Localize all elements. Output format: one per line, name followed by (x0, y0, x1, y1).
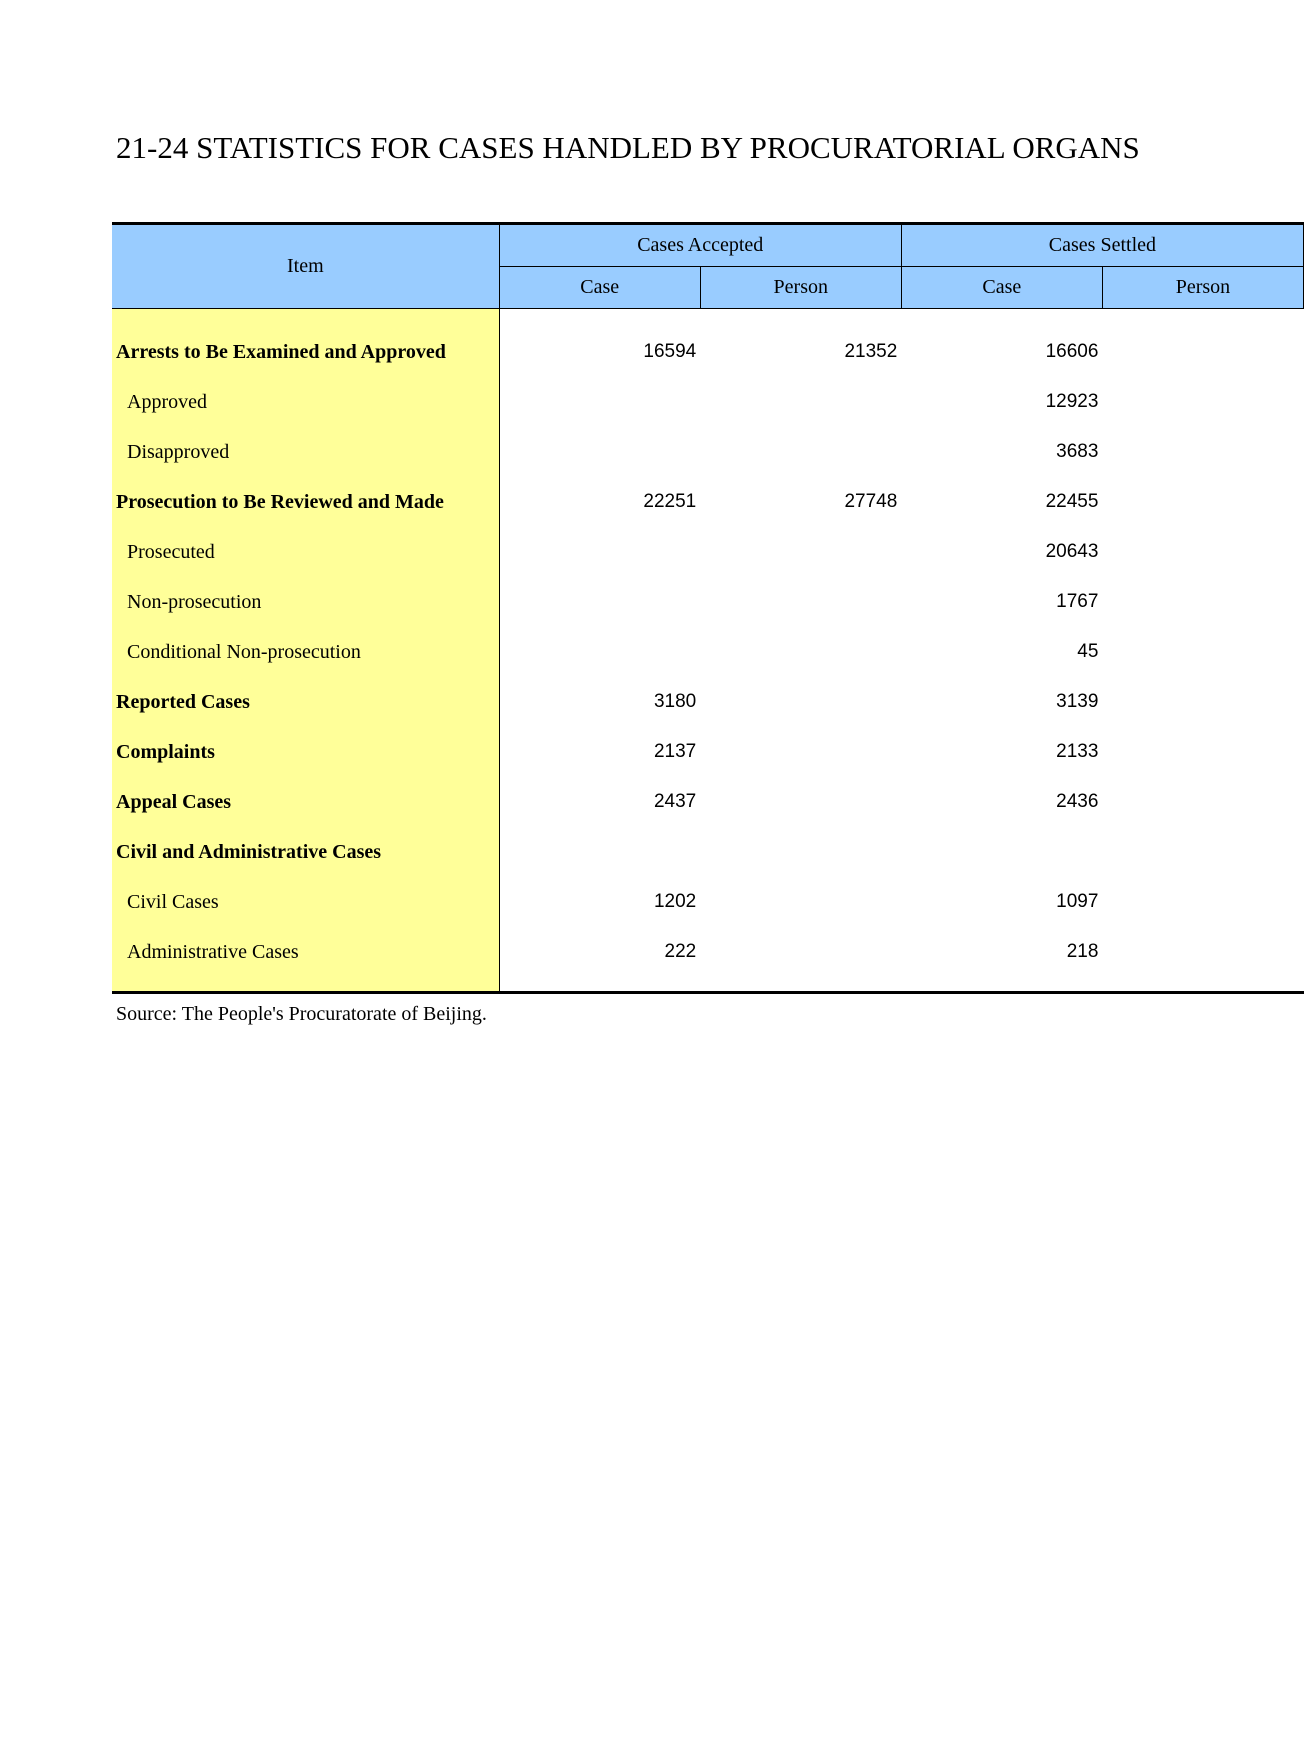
row-value: 22455 (1045, 491, 1099, 512)
settled-case-header: Case (901, 267, 1102, 309)
table-row (112, 427, 1304, 477)
row-value: 218 (1066, 941, 1099, 962)
row-value: 3683 (1056, 441, 1099, 462)
row-value (700, 677, 901, 727)
row-label: Disapproved (112, 427, 499, 477)
rule-cell (112, 993, 499, 995)
row-value (901, 827, 1102, 877)
row-label: Approved (112, 377, 499, 427)
table-row (112, 777, 1304, 827)
row-value (1102, 577, 1303, 627)
accepted-case-header: Case (499, 267, 700, 309)
table-row (112, 627, 1304, 677)
table-spacer-row (112, 309, 1304, 328)
row-value (700, 427, 901, 477)
table-row (112, 377, 1304, 427)
rule-cell (1102, 993, 1303, 995)
row-value: 1202 (653, 891, 697, 912)
table-row (112, 927, 1304, 977)
table-row (112, 577, 1304, 627)
table-end-spacer (112, 977, 1304, 993)
row-label: Conditional Non-prosecution (112, 627, 499, 677)
row-value: 21352 (844, 341, 898, 362)
row-value: 1097 (1056, 891, 1099, 912)
row-value (1102, 927, 1303, 977)
row-label: Civil and Administrative Cases (112, 827, 499, 877)
spacer-cell (700, 309, 901, 328)
spacer-cell (112, 309, 499, 328)
row-value: 12923 (1045, 391, 1099, 412)
row-value (1102, 427, 1303, 477)
row-value: 16594 (643, 341, 697, 362)
row-value (499, 427, 700, 477)
rule-cell (901, 993, 1102, 995)
spacer-cell (700, 977, 901, 993)
row-value (700, 377, 901, 427)
row-label: Administrative Cases (112, 927, 499, 977)
row-value (700, 727, 901, 777)
row-label: Appeal Cases (112, 777, 499, 827)
cases-settled-header: Cases Settled (901, 224, 1303, 267)
row-value: 20643 (1045, 541, 1099, 562)
rule-cell (700, 993, 901, 995)
row-value (1102, 527, 1303, 577)
statistics-table-viewport (112, 222, 1231, 980)
row-value (700, 577, 901, 627)
row-label: Prosecution to Be Reviewed and Made (112, 477, 499, 527)
row-value (1102, 477, 1303, 527)
spacer-cell (1102, 309, 1303, 328)
row-value: 222 (664, 941, 697, 962)
row-value (1102, 777, 1303, 827)
cases-accepted-header: Cases Accepted (499, 224, 901, 267)
row-label: Civil Cases (112, 877, 499, 927)
row-label: Non-prosecution (112, 577, 499, 627)
spacer-cell (499, 977, 700, 993)
row-value (1102, 377, 1303, 427)
row-value: 22251 (643, 491, 697, 512)
spacer-cell (499, 309, 700, 328)
table-header (112, 224, 1304, 309)
row-label: Reported Cases (112, 677, 499, 727)
source-note: Source: The People's Procuratorate of Beijing. (116, 1003, 487, 1025)
settled-person-header: Person (1102, 267, 1303, 309)
row-value (499, 377, 700, 427)
spacer-cell (1102, 977, 1303, 993)
row-value: 16606 (1045, 341, 1099, 362)
row-value: 3139 (1056, 691, 1099, 712)
row-value (1102, 727, 1303, 777)
table-row (112, 727, 1304, 777)
row-value (499, 627, 700, 677)
row-value: 27748 (844, 491, 898, 512)
row-value (1102, 327, 1303, 377)
spacer-cell (901, 309, 1102, 328)
row-value (700, 877, 901, 927)
table-row (112, 677, 1304, 727)
row-value (499, 577, 700, 627)
row-value (700, 527, 901, 577)
row-value (1102, 877, 1303, 927)
table-body (112, 309, 1304, 995)
rule-cell (499, 993, 700, 995)
row-value: 3180 (653, 691, 697, 712)
row-value (700, 777, 901, 827)
row-label: Complaints (112, 727, 499, 777)
item-column-header: Item (112, 224, 499, 309)
table-bottom-rule (112, 993, 1304, 995)
row-value (499, 827, 700, 877)
spacer-cell (901, 977, 1102, 993)
accepted-person-header: Person (700, 267, 901, 309)
spacer-cell (112, 977, 499, 993)
row-value: 1767 (1056, 591, 1099, 612)
row-value: 45 (1077, 641, 1099, 662)
row-value: 2137 (653, 741, 697, 762)
row-value (700, 927, 901, 977)
row-label: Prosecuted (112, 527, 499, 577)
row-value: 2436 (1056, 791, 1099, 812)
row-label: Arrests to Be Examined and Approved (112, 327, 499, 377)
table-row (112, 877, 1304, 927)
row-value (1102, 827, 1303, 877)
table-row (112, 477, 1304, 527)
table-row (112, 327, 1304, 377)
row-value (1102, 627, 1303, 677)
row-value: 2437 (653, 791, 697, 812)
table-row (112, 527, 1304, 577)
table-row (112, 827, 1304, 877)
row-value (700, 627, 901, 677)
statistics-table (112, 222, 1304, 994)
row-value (499, 527, 700, 577)
row-value (700, 827, 901, 877)
row-value (1102, 677, 1303, 727)
page-title: 21-24 STATISTICS FOR CASES HANDLED BY PROCURATORIAL ORGANS (116, 130, 1140, 165)
row-value: 2133 (1056, 741, 1099, 762)
